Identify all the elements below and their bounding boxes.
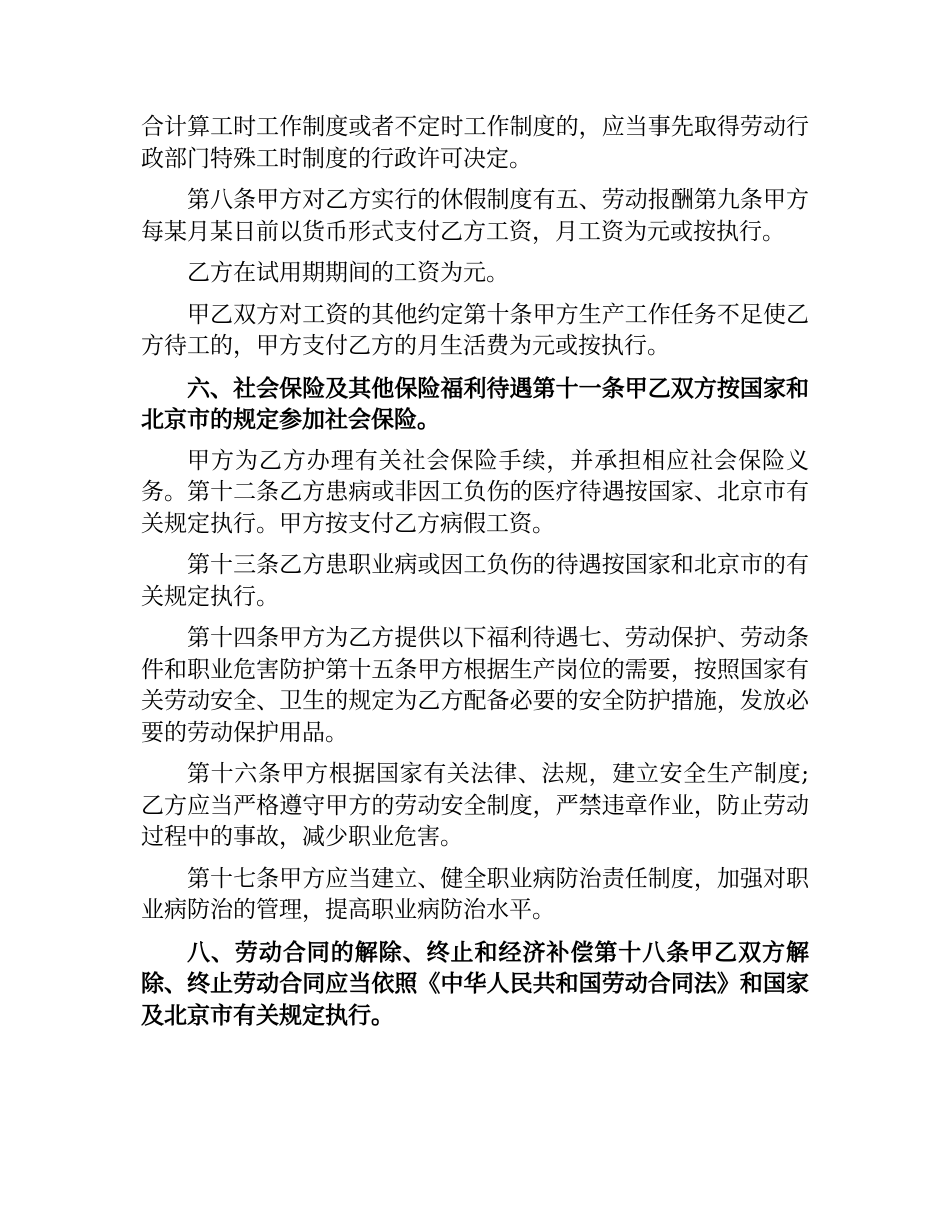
- paragraph-4: 甲乙双方对工资的其他约定第十条甲方生产工作任务不足使乙方待工的，甲方支付乙方的月生活费为元或按执行。: [141, 301, 809, 359]
- paragraph-9: 第十六条甲方根据国家有关法律、法规，建立安全生产制度;乙方应当严格遵守甲方的劳动安全制度，严禁违章作业，防止劳动过程中的事故，减少职业危害。: [141, 761, 809, 850]
- section-heading-6: 六、社会保险及其他保险福利待遇第十一条甲乙双方按国家和北京市的规定参加社会保险。: [141, 374, 809, 433]
- paragraph-2: 第八条甲方对乙方实行的休假制度有五、劳动报酬第九条甲方每某月某日前以货币形式支付乙方工资，月工资为元或按执行。: [141, 187, 809, 245]
- paragraph-3: 乙方在试用期期间的工资为元。: [187, 260, 509, 286]
- paragraph-1: 合计算工时工作制度或者不定时工作制度的，应当事先取得劳动行政部门特殊工时制度的行政许可决定。: [141, 114, 809, 172]
- paragraph-10: 第十七条甲方应当建立、健全职业病防治责任制度，加强对职业病防治的管理，提高职业病防治水平。: [141, 865, 809, 923]
- paragraph-7: 第十三条乙方患职业病或因工负伤的待遇按国家和北京市的有关规定执行。: [141, 552, 809, 610]
- paragraph-8: 第十四条甲方为乙方提供以下福利待遇七、劳动保护、劳动条件和职业危害防护第十五条甲方根据生产岗位的需要，按照国家有关劳动安全、卫生的规定为乙方配备必要的安全防护措施，发放必要的劳动保护用品。: [141, 625, 809, 746]
- document-page: [141, 112, 809, 1041]
- paragraph-6: 甲方为乙方办理有关社会保险手续，并承担相应社会保险义务。第十二条乙方患病或非因工负伤的医疗待遇按国家、北京市有关规定执行。甲方按支付乙方病假工资。: [141, 447, 809, 537]
- section-heading-8: 八、劳动合同的解除、终止和经济补偿第十八条甲乙双方解除、终止劳动合同应当依照《中华人民共和国劳动合同法》和国家及北京市有关规定执行。: [141, 938, 809, 1029]
